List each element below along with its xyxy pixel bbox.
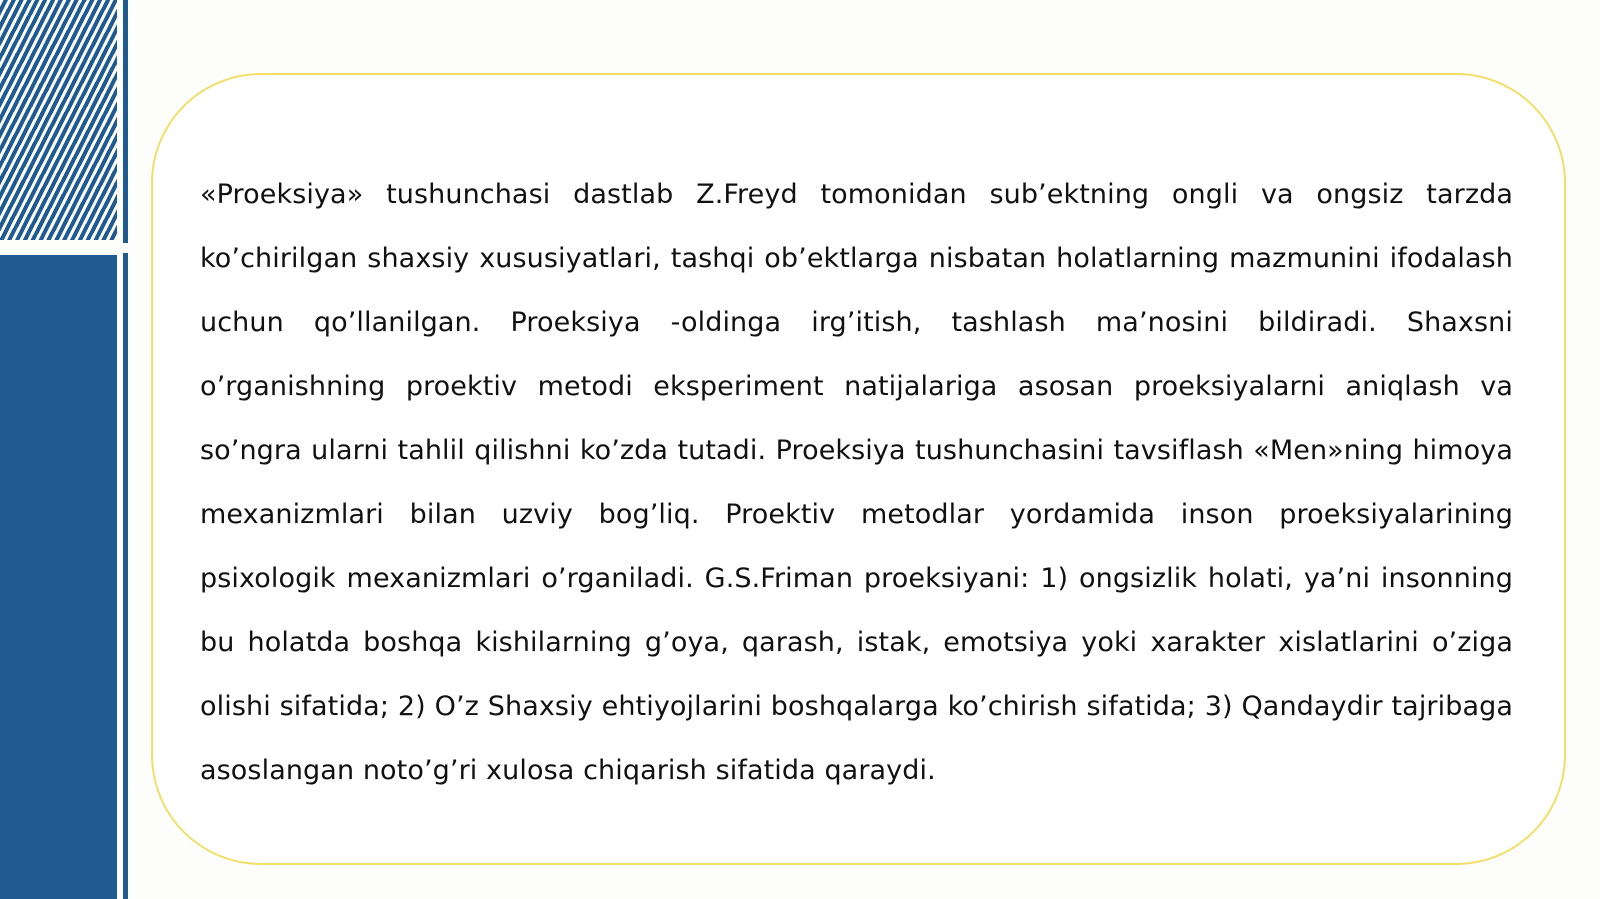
vertical-accent-bar [123,0,128,899]
accent-bar-gap [123,243,128,253]
striped-decoration-panel [0,0,117,240]
blue-side-panel [0,255,117,899]
slide-body-text: «Proeksiya» tushunchasi dastlab Z.Freyd tomonidan sub’ektning ongli va ongsiz tarzda ko’chirilgan shaxsiy xususiyatlari, tashqi ob’ektlarga nisbatan holatlarning mazmunini ifodalash uchun qo’llanilgan. Proeksiya -oldinga irg’itish, tashlash ma’nosini bildiradi. Shaxsni o’rganishning proektiv metodi eksperiment natijalariga asosan proeksiyalarni aniqlash va so’ngra ularni tahlil qilishni ko’zda tutadi. Proeksiya tushunchasini tavsiflash «Men»ning himoya mexanizmlari bilan uzviy bog’liq. Proektiv metodlar yordamida inson proeksiyalarining psixologik mexanizmlari o’rganiladi. G.S.Friman proeksiyani: 1) ongsizlik holati, ya’ni insonning bu holatda boshqa kishilarning g’oya, qarash, istak, emotsiya yoki xarakter xislatlarini o’ziga olishi sifatida; 2) O’z Shaxsiy ehtiyojlarini boshqalarga ko’chirish sifatida; 3) Qandaydir tajribaga asoslangan noto’g’ri xulosa chiqarish sifatida qaraydi. [200,179,1513,786]
